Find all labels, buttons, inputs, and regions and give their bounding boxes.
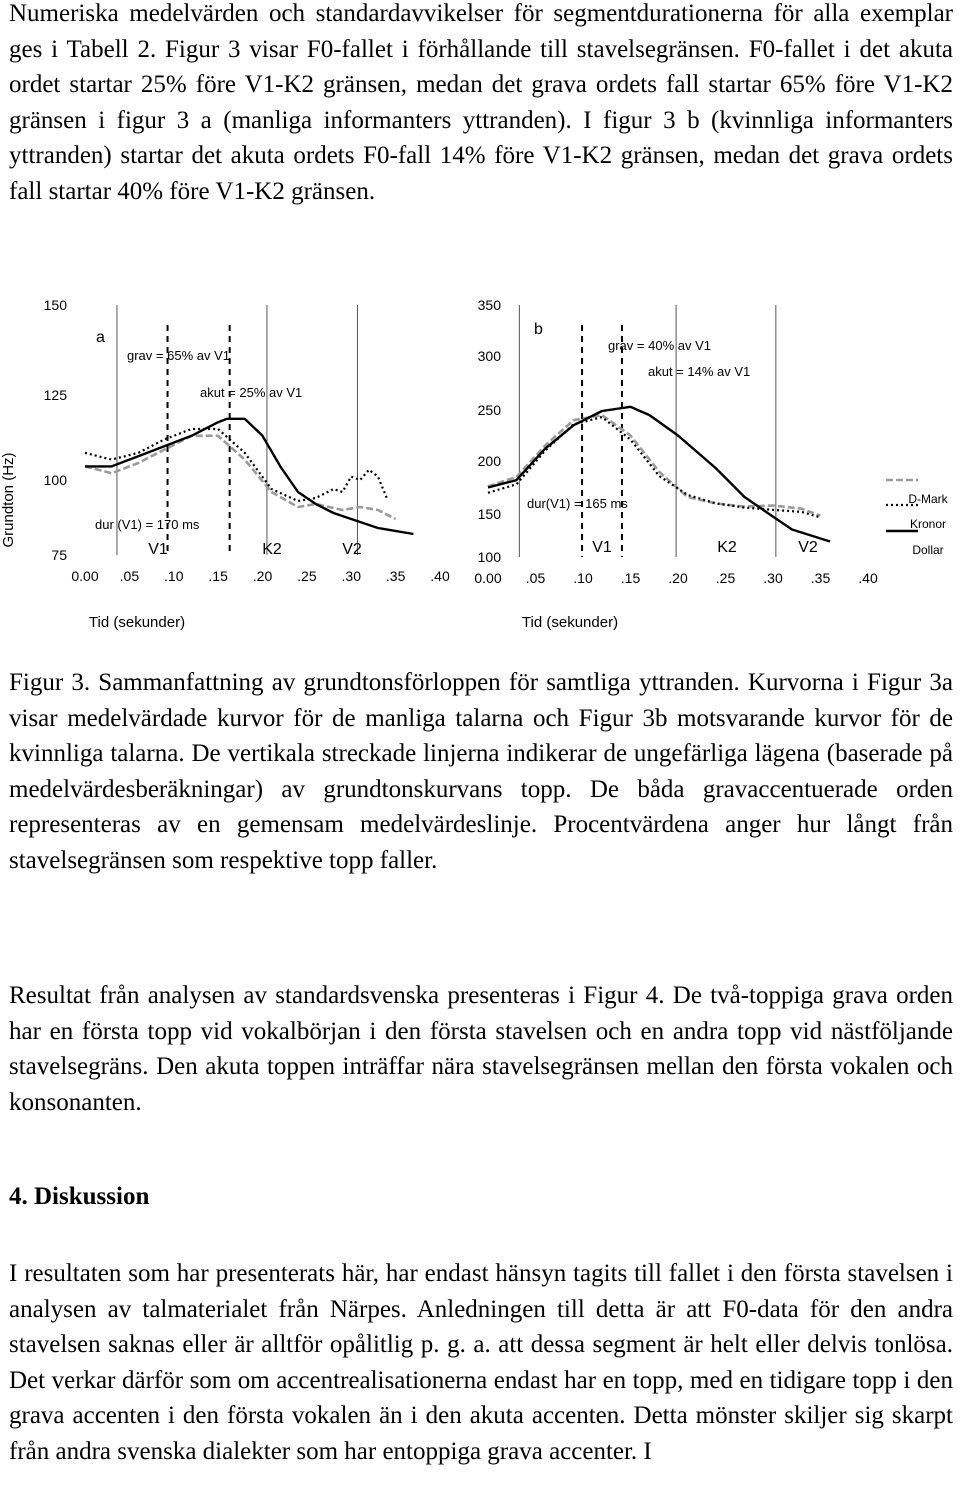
x-tick-label: .05 [525, 570, 546, 586]
x-tick-label: .10 [573, 570, 593, 586]
y-tick-label: 250 [477, 402, 501, 418]
y-tick-label: 150 [477, 506, 501, 522]
discussion-paragraph: I resultaten som har presenterats här, har endast hänsyn tagits till fallet i den första stavelsen i analysen av talmaterialet från Närpes. Anledningen till detta är att F0-data för den andra stavelsen saknas eller är alltför opålitlig p. g. a. att dessa segment är helt eller delvis tonlösa. Det verkar därför som om accentrealisationerna endast har en topp, med en tidigare topp i den grava accenten i den första vokalen än i den akuta accenten. Detta mönster skiljer sig skarpt från andra svenska dialekter som har entoppiga grava accenter. I [9, 1260, 953, 1465]
section-heading: 4. Diskussion [9, 1183, 150, 1210]
segment-label: V2 [798, 539, 818, 556]
panel-a [44, 297, 450, 631]
results-paragraph: Resultat från analysen av standardsvenska presenteras i Figur 4. De två-toppiga grava orden har en första topp vid vokalbörjan i den första stavelsen och en andra topp vid nästföljande stavelsegräns. Den akuta toppen inträffar nära stavelsegränsen mellan den första vokalen och konsonanten. [9, 982, 953, 1116]
panel-label: a [96, 329, 105, 346]
y-tick-label: 75 [51, 547, 67, 563]
segment-label: V2 [342, 541, 362, 558]
x-tick-label: .15 [208, 568, 228, 584]
y-tick-label: 150 [43, 297, 67, 313]
segment-label: V1 [148, 541, 168, 558]
grav-annotation: grav = 65% av V1 [127, 348, 230, 363]
panel-label: b [534, 321, 543, 338]
figure-caption: Figur 3. Sammanfattning av grundtonsförloppen för samtliga yttranden. Kurvorna i Figur 3a visar medelvärdade kurvor för de manliga talarna och Figur 3b motsvarande kurvor för de kvinnliga talarna. De vertikala streckade linjerna indikerar de ungefärliga lägena (baserade på medelvärdesberäkningar) av grundtonskurvans topp. De båda gravaccentuerade orden representeras av en gemensam medelvärdeslinje. Procentvärdena anger hur långt från stavelsegränsen som respektive topp faller. [9, 669, 953, 874]
x-tick-label: .05 [119, 568, 140, 584]
x-axis-label: Tid (sekunder) [521, 614, 619, 631]
y-axis-label: Grundton (Hz) [0, 452, 17, 548]
segment-label: V1 [592, 539, 612, 556]
x-tick-label: .35 [810, 570, 831, 586]
y-tick-label: 100 [43, 472, 67, 488]
segment-label: K2 [262, 541, 282, 558]
y-tick-label: 350 [477, 297, 501, 313]
figure-3 [0, 290, 960, 640]
x-tick-label: .25 [715, 570, 736, 586]
y-tick-label: 125 [43, 387, 67, 403]
y-tick-label: 300 [477, 348, 501, 364]
x-tick-label: .20 [252, 568, 273, 584]
akut-annotation: akut = 25% av V1 [200, 385, 303, 400]
x-tick-label: .30 [341, 568, 361, 584]
intro-paragraph: Numeriska medelvärden och standardavvikelser för segmentdurationerna för alla exemplar ges i Tabell 2. Figur 3 visar F0-fallet i förhållande till stavelsegränsen. F0-fallet i det akuta ordet startar 25% före V1-K2 gränsen, medan det grava ordets fall startar 65% före V1-K2 gränsen i figur 3 a (manliga informanters yttranden). I figur 3 b (kvinnliga informanters yttranden) startar det akuta ordets F0-fall 14% före V1-K2 gränsen, medan det grava ordets fall startar 40% före V1-K2 gränsen. [9, 0, 953, 205]
legend-label: Dollar [912, 543, 944, 557]
legend-label: Kronor [909, 517, 947, 531]
x-tick-label: .25 [297, 568, 317, 584]
grav-annotation: grav = 40% av V1 [608, 338, 711, 353]
series-line-dollar [488, 407, 830, 542]
x-tick-label: .40 [430, 568, 450, 584]
chart-legend [886, 480, 949, 557]
series-line-kronor [85, 429, 387, 501]
panel-b [474, 297, 878, 631]
duration-annotation: dur (V1) = 170 ms [95, 517, 200, 532]
y-tick-label: 100 [477, 549, 501, 565]
x-tick-label: .10 [164, 568, 184, 584]
duration-annotation: dur(V1) = 165 ms [527, 496, 628, 511]
x-tick-label: 0.00 [71, 568, 99, 584]
x-tick-label: .15 [620, 570, 641, 586]
x-tick-label: 0.00 [474, 570, 502, 586]
x-tick-label: .30 [763, 570, 783, 586]
x-axis-label: Tid (sekunder) [88, 614, 186, 631]
legend-label: D-Mark [908, 492, 948, 506]
x-tick-label: .40 [858, 570, 878, 586]
x-tick-label: .20 [668, 570, 688, 586]
x-tick-label: .35 [385, 568, 406, 584]
akut-annotation: akut = 14% av V1 [648, 364, 751, 379]
segment-label: K2 [717, 539, 737, 556]
y-tick-label: 200 [477, 453, 501, 469]
series-line-dmark [85, 436, 396, 519]
